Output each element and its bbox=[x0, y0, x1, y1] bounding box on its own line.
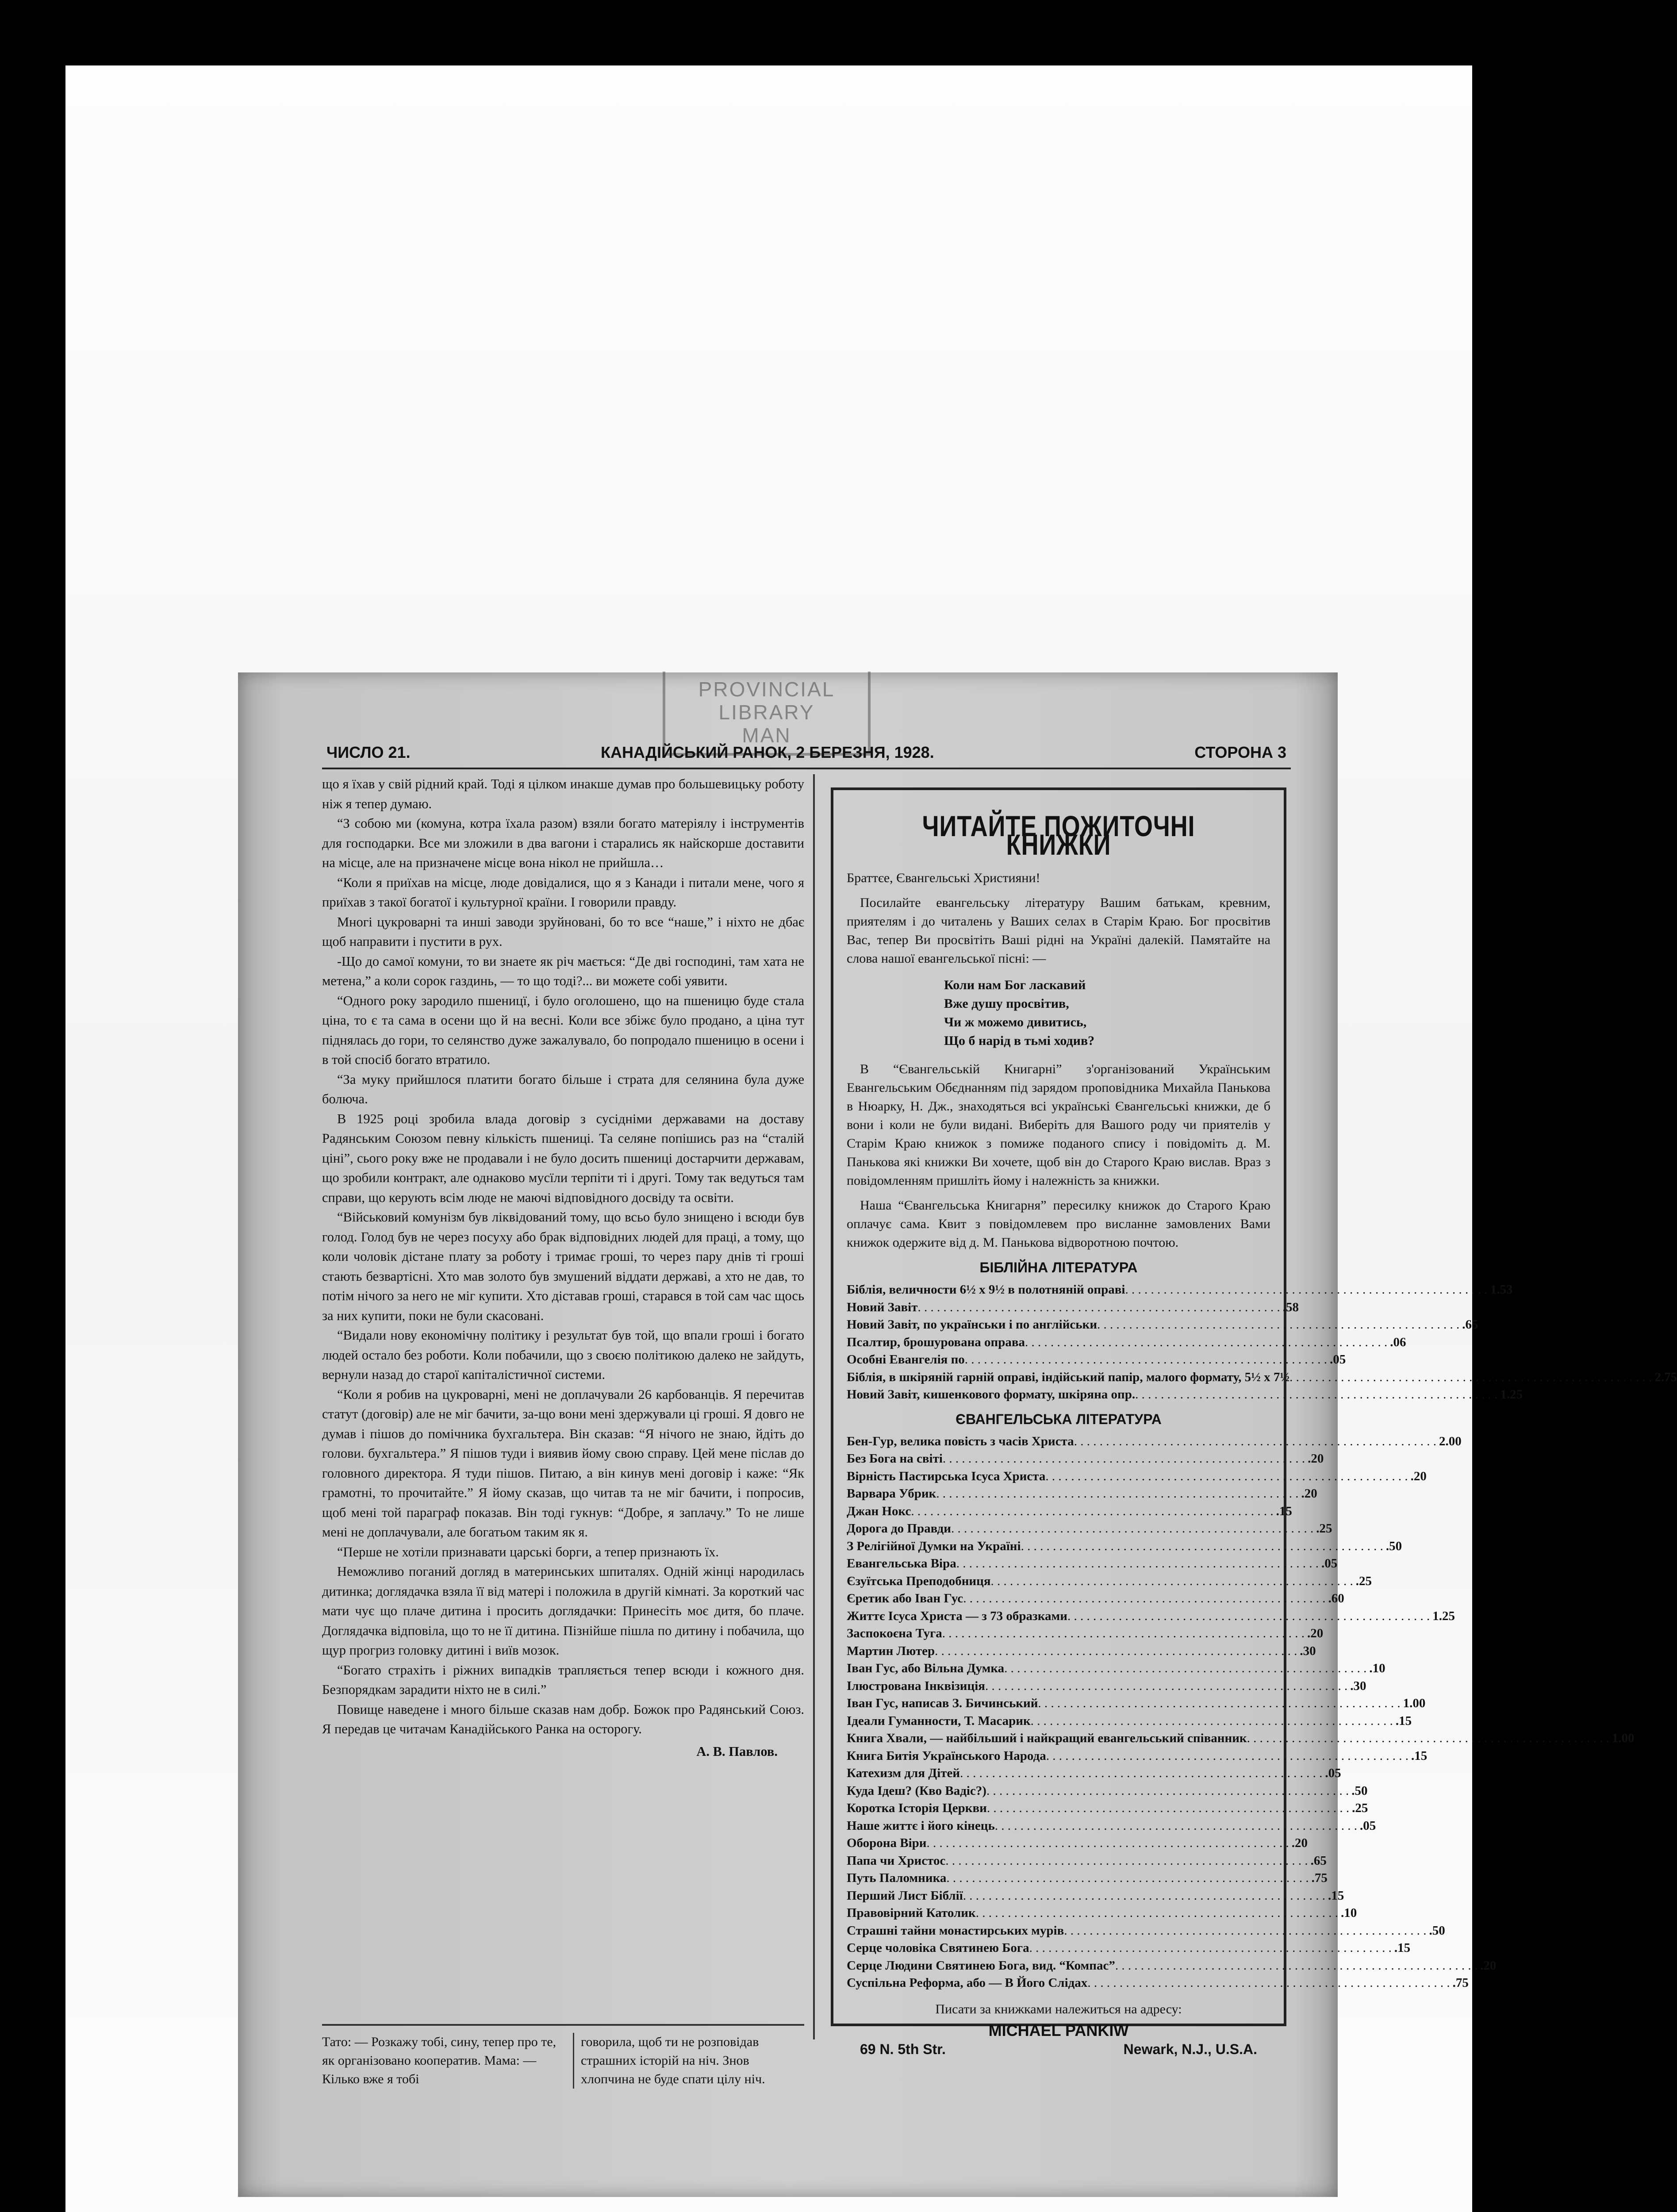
book-list-item bbox=[847, 1782, 1368, 1800]
book-list-item bbox=[847, 1765, 1341, 1782]
book-list-item bbox=[847, 1957, 1497, 1975]
book-title: Життє Ісуса Христа — з 73 образками bbox=[847, 1609, 1067, 1623]
leader-dots bbox=[956, 1555, 1319, 1573]
book-price: .58 bbox=[1282, 1300, 1299, 1314]
book-price: .30 bbox=[1350, 1678, 1366, 1693]
masthead-date: КАНАДІЙСЬКИЙ РАНОК, 2 БЕРЕЗНЯ, 1928. bbox=[601, 743, 934, 761]
book-list-item bbox=[847, 1538, 1402, 1555]
article-column bbox=[322, 774, 804, 2008]
book-title: Перший Лист Біблії bbox=[847, 1888, 963, 1903]
book-price: 1.00 bbox=[1612, 1731, 1635, 1745]
book-title: Біблія, величности 6½ x 9½ в полотняній оправі bbox=[847, 1283, 1125, 1297]
book-title: Путь Паломника bbox=[847, 1871, 947, 1885]
book-title: Книга Битія Українського Народа bbox=[847, 1748, 1046, 1763]
article-paragraph: -Що до самої комуни, то ви знаете як річ мається: “Де дві господині, там хата не метена,” а коли сорок газдинь, — то що тоді?... ви можете собі уявити. bbox=[322, 953, 804, 988]
book-title: Ілюстрована Інквізиція bbox=[847, 1678, 985, 1693]
leader-dots bbox=[1247, 1730, 1609, 1747]
book-list-item bbox=[847, 1334, 1406, 1352]
book-title: Особні Евангелія по bbox=[847, 1352, 965, 1367]
book-title: Новий Завіт, кишенкового формату, шкіряна опр. bbox=[847, 1387, 1136, 1402]
book-price: .50 bbox=[1385, 1539, 1402, 1553]
leader-dots bbox=[927, 1835, 1289, 1852]
address-city: Newark, N.J., U.S.A. bbox=[1123, 2041, 1257, 2057]
book-title: Серце чоловіка Святинею Бога bbox=[847, 1941, 1029, 1955]
book-title: Заспокоєна Туга bbox=[847, 1626, 942, 1640]
book-title: Страшні тайни монастирських мурів bbox=[847, 1923, 1064, 1938]
article-paragraph: що я їхав у свій рідний край. Тоді я цілком инакше думав про большевицьку роботу ніж я тепер думаю. bbox=[322, 776, 804, 811]
book-price: .65 bbox=[1462, 1317, 1478, 1332]
leader-dots bbox=[946, 1870, 1309, 1887]
book-list-item bbox=[847, 1852, 1327, 1870]
leader-dots bbox=[945, 1852, 1308, 1870]
leader-dots bbox=[963, 1887, 1325, 1905]
book-price: .50 bbox=[1351, 1783, 1368, 1798]
book-title: Новий Завіт, по українськи і по англійськи bbox=[847, 1317, 1098, 1332]
book-price: .20 bbox=[1308, 1452, 1324, 1466]
book-list-item bbox=[847, 1800, 1368, 1817]
address-line bbox=[847, 2040, 1270, 2058]
book-title: Коротка Історія Церкви bbox=[847, 1801, 987, 1815]
book-price: 1.25 bbox=[1500, 1387, 1523, 1402]
book-title: Варвара Убрик bbox=[847, 1486, 936, 1501]
book-title: Суспільна Реформа, або — В Його Слідах bbox=[847, 1976, 1088, 1990]
article-paragraph: Многі цукроварні та инші заводи зруйновані, бо то все “наше,” і ніхто не дбає щоб направити і пустити в рух. bbox=[322, 914, 804, 949]
book-price: .05 bbox=[1360, 1818, 1376, 1833]
book-title: Єретик або Іван Гус bbox=[847, 1591, 963, 1605]
leader-dots bbox=[1025, 1334, 1387, 1352]
book-price: .10 bbox=[1369, 1661, 1385, 1675]
leader-dots bbox=[917, 1299, 1280, 1317]
book-price: .75 bbox=[1311, 1871, 1328, 1885]
leader-dots bbox=[1046, 1747, 1408, 1765]
book-list-item bbox=[847, 1299, 1299, 1317]
book-list-item bbox=[847, 1450, 1324, 1468]
joke-right: говорила, щоб ти не розповідав страшних історій на ніч. Знов хлопчина не буде спати цілу ніч. bbox=[581, 2035, 765, 2086]
article-paragraph: “Військовий комунізм був ліквідований тому, що всьо було знищено і всюди був голод. Голод був не через посуху або брак відповідних людей для праці, а тому, що коли чоловік дістане плату за роботу і тримає гроші, то через пару днів ті гроші стають безвартісні. Хто мав золото був змушений віддати державі, а хто не дав, то потім нічого за него не міг купити. Хто діставав гроші, старався в той сам час щось за них купити, поки не були скасовані. bbox=[322, 1210, 804, 1323]
article-paragraph: В 1925 році зробила влада договір з сусідніми державами на доставу Радянським Союзом певну кількість пшениці. Та селяне попішись раз на “сталій ціні”, сього року вже не продавали і не було досить пшениці достарчити державам, що зробили контракт, але однаково мусїли терпіти ті і другі. Тому так ведуться там справи, що керують всім люде не маючі відповідного досвіду та освіти. bbox=[322, 1111, 804, 1205]
leader-dots bbox=[976, 1905, 1338, 1922]
stamp-line: MAN bbox=[742, 724, 791, 747]
book-price: .15 bbox=[1411, 1748, 1428, 1763]
leader-dots bbox=[1087, 1974, 1450, 1992]
book-title: Евангельська Віра bbox=[847, 1556, 956, 1571]
book-list-item bbox=[847, 1503, 1292, 1521]
book-title: З Релігійної Думки на Україні bbox=[847, 1539, 1021, 1553]
book-list-item bbox=[847, 1433, 1462, 1451]
leader-dots bbox=[985, 1678, 1347, 1695]
book-list-item bbox=[847, 1922, 1445, 1940]
address-street: 69 N. 5th Str. bbox=[860, 2041, 946, 2057]
book-title: Катехизм для Дітей bbox=[847, 1766, 960, 1780]
article-paragraph: “Коли я робив на цукроварні, мені не доплачували 26 карбованців. Я перечитав статут (договір) але не міг бачити, за-що вони мені здержували ці гроші. Я довго не думав і пішов до помічника бухгальтера. Він сказав: “Я нічого не знаю, йдіть до голови. бухгальтера.” Я пішов туди і виявив йому свою справу. Цей мене післав до головного директора. Я туди пішов. Питаю, а він кинув мені договір і каже: “Як грамотні, то прочитайте.” Я йому сказав, що читав та не міг бачити, і попросив, щоб мені той параграф показав. Він тоді гукнув: “Добре, я заплачу.” То не лише мені не доплачували, але богатьом таким як я. bbox=[322, 1386, 804, 1540]
book-title: Біблія, в шкіряній гарній оправі, індійський папір, малого формату, 5½ x 7½ bbox=[847, 1370, 1290, 1384]
poem-line: Чи ж можемо дивитись, bbox=[944, 1015, 1087, 1029]
book-price: .10 bbox=[1340, 1906, 1357, 1920]
ad-paragraph: В “Євангельській Книгарні” з'організований Українським Евангельським Обєднанням під зарядом проповідника Михайла Панькова в Нюарку, Н. Дж., знаходяться всі українські Євангельські книжки, де б вони і коли не були видані. Виберіть для Вашого роду чи приятелів у Старім Краю книжок з помиже поданого спису і повідоміть д. М. Панькова які книжки Ви хочете, щоб він до Старого Краю вислав. Враз з повідомленням пришліть йому і належність за книжки. bbox=[847, 1062, 1270, 1188]
leader-dots bbox=[1135, 1386, 1497, 1404]
book-title: Оборона Віри bbox=[847, 1836, 927, 1850]
poem-line: Коли нам Бог ласкавий bbox=[944, 978, 1086, 992]
book-list-item bbox=[847, 1695, 1426, 1713]
book-title: Бен-Гур, велика повість з часів Христа bbox=[847, 1434, 1074, 1448]
book-list-item bbox=[847, 1939, 1411, 1957]
leader-dots bbox=[986, 1782, 1349, 1800]
book-price: .20 bbox=[1301, 1486, 1317, 1501]
book-list-item bbox=[847, 1974, 1469, 1992]
book-list-item bbox=[847, 1643, 1316, 1660]
article-paragraph: Неможливо поганий догляд в материнських шпиталях. Одній жінці народилась дитинка; доглядачка взяла її від матері і положила в другій кімнаті. За короткий час мати чує що плаче дитина і просить доглядачки: Принесіть моє дитя, бо плаче. Доглядачка відповіла, що то не її дитина. Пізнійше пішла по дитину і побачила, що щур прогриз головку дитині і виїв мозок. bbox=[322, 1564, 804, 1658]
evangelical-book-list bbox=[847, 1433, 1635, 1992]
article-paragraph: “Коли я приїхав на місце, люде довідалися, що я з Канади і питали мене, чого я приїхав з такої богатої і культурної країни. І говорили правду. bbox=[322, 875, 804, 910]
leader-dots bbox=[1038, 1695, 1400, 1713]
leader-dots bbox=[1004, 1660, 1366, 1678]
book-title: Псалтир, брошурована оправа bbox=[847, 1335, 1025, 1349]
book-title: Іван Гус, або Вільна Думка bbox=[847, 1661, 1005, 1675]
book-price: .20 bbox=[1480, 1958, 1497, 1973]
book-price: 2.00 bbox=[1439, 1434, 1462, 1448]
leader-dots bbox=[987, 1800, 1349, 1817]
book-list-item bbox=[847, 1870, 1328, 1887]
book-list-item bbox=[847, 1713, 1412, 1730]
newspaper-page bbox=[238, 672, 1677, 2197]
ad-greeting: Браттєе, Євангельські Християни! bbox=[847, 871, 1040, 885]
book-price: .50 bbox=[1429, 1923, 1445, 1938]
book-price: .20 bbox=[1307, 1626, 1324, 1640]
book-list-item bbox=[847, 1555, 1338, 1573]
ad-intro: Посилайте евангельську літературу Вашим батькам, кревним, приятелям і до читалень у Ваших селах в Старім Краю. Бог просвітив Вас, тепер Ви просвітіть Ваші рідні на Україні далекій. Памятайте на слова нашої евангельської пісні: — bbox=[847, 895, 1270, 966]
book-title: Іван Гус, написав З. Бичинський bbox=[847, 1696, 1038, 1710]
book-price: .30 bbox=[1300, 1644, 1316, 1658]
leader-dots bbox=[936, 1485, 1298, 1503]
article-paragraph: “Одного року зародило пшеницї, і було оголошено, що на пшеницю буде стала ціна, то є та сама в осени що й на весні. Коли все збіжє було продано, а ціна тут піднялась до гори, то селянство дуже зажалувало, бо попродало пшеницю в осени і в той спосіб богато втратило. bbox=[322, 993, 804, 1067]
leader-dots bbox=[960, 1765, 1322, 1782]
page-number: СТОРОНА 3 bbox=[1194, 743, 1286, 761]
book-list-item bbox=[847, 1590, 1344, 1608]
book-list-item bbox=[847, 1730, 1635, 1747]
book-list-item bbox=[847, 1817, 1376, 1835]
book-list-item bbox=[847, 1835, 1308, 1852]
book-title: Єзуїтська Преподобниця bbox=[847, 1574, 991, 1588]
header-rule bbox=[322, 768, 1291, 769]
book-title: Без Бога на світі bbox=[847, 1452, 943, 1466]
leader-dots bbox=[1067, 1608, 1430, 1625]
leader-dots bbox=[1074, 1433, 1436, 1451]
poem-line: Що б нарід в тьмі ходив? bbox=[944, 1033, 1095, 1048]
joke-left: Тато: — Розкажу тобі, сину, тепер про те, як організовано кооператив. Мама: — Кілько вже я тобі bbox=[322, 2033, 574, 2089]
joke-box bbox=[322, 2024, 804, 2128]
book-list-item bbox=[847, 1678, 1366, 1695]
book-list-item bbox=[847, 1573, 1372, 1590]
leader-dots bbox=[1031, 1713, 1393, 1730]
book-price: .15 bbox=[1395, 1713, 1412, 1728]
section-heading: ЄВАНГЕЛЬСЬКА ЛІТЕРАТУРА bbox=[956, 1411, 1162, 1427]
book-list-item bbox=[847, 1281, 1513, 1299]
book-title: Джан Нокс bbox=[847, 1504, 911, 1518]
book-title: Вірність Пастирська Ісуса Христа bbox=[847, 1469, 1046, 1483]
book-list-item bbox=[847, 1351, 1346, 1369]
stamp-line: PROVINCIAL bbox=[698, 678, 835, 701]
column-divider bbox=[813, 774, 815, 2039]
book-price: .20 bbox=[1410, 1469, 1427, 1483]
book-title: Правовірний Католик bbox=[847, 1906, 976, 1920]
book-list-item bbox=[847, 1625, 1324, 1643]
section-heading: БІБЛІЙНА ЛІТЕРАТУРА bbox=[979, 1260, 1138, 1275]
leader-dots bbox=[991, 1573, 1353, 1590]
stamp-line: LIBRARY bbox=[718, 701, 815, 724]
book-title: Серце Людини Святинею Бога, вид. “Компас” bbox=[847, 1958, 1115, 1973]
book-price: .15 bbox=[1276, 1504, 1292, 1518]
leader-dots bbox=[1125, 1281, 1487, 1299]
book-title: Наше життє і його кінець bbox=[847, 1818, 995, 1833]
book-price: .65 bbox=[1310, 1853, 1327, 1868]
book-title: Мартин Лютер bbox=[847, 1644, 935, 1658]
book-price: .05 bbox=[1330, 1352, 1346, 1367]
article-signature: А. В. Павлов. bbox=[696, 1743, 778, 1759]
book-title: Ідеали Гуманности, Т. Масарик bbox=[847, 1713, 1031, 1728]
article-paragraph: “Видали нову економічну політику і результат був той, що впали гроші і богато людей остало без роботи. Коли побачили, що з своєю політикою далеко не зайдуть, вернули назад до старої капіталістичної системи. bbox=[322, 1328, 804, 1382]
article-paragraph: “Перше не хотіли признавати царські борги, а тепер признають їх. bbox=[337, 1544, 719, 1559]
book-price: .15 bbox=[1328, 1888, 1344, 1903]
book-list-item bbox=[847, 1905, 1357, 1922]
book-list-item bbox=[847, 1887, 1344, 1905]
leader-dots bbox=[951, 1520, 1313, 1538]
book-list-item bbox=[847, 1369, 1677, 1386]
book-price: .15 bbox=[1394, 1941, 1411, 1955]
leader-dots bbox=[911, 1503, 1273, 1521]
book-list-item bbox=[847, 1747, 1428, 1765]
book-price: .60 bbox=[1328, 1591, 1344, 1605]
leader-dots bbox=[935, 1643, 1297, 1660]
leader-dots bbox=[1045, 1468, 1408, 1486]
leader-dots bbox=[965, 1351, 1327, 1369]
ad-poem bbox=[944, 976, 1270, 1050]
book-title: Куда Ідеш? (Кво Вадіс?) bbox=[847, 1783, 986, 1798]
leader-dots bbox=[1289, 1369, 1652, 1386]
book-price: .25 bbox=[1352, 1801, 1368, 1815]
book-list-item bbox=[847, 1468, 1427, 1486]
issue-number: ЧИСЛО 21. bbox=[326, 743, 411, 761]
bible-book-list bbox=[847, 1281, 1677, 1404]
book-title: Новий Завіт bbox=[847, 1300, 918, 1314]
book-price: .25 bbox=[1316, 1521, 1332, 1536]
poem-line: Вже душу просвітив, bbox=[944, 996, 1069, 1011]
book-price: 1.00 bbox=[1403, 1696, 1426, 1710]
book-price: 1.53 bbox=[1490, 1283, 1513, 1297]
book-price: .75 bbox=[1452, 1976, 1469, 1990]
book-price: 2.75 bbox=[1654, 1370, 1677, 1384]
book-price: .05 bbox=[1321, 1556, 1338, 1571]
address-name: MICHAEL PANKIW bbox=[988, 2021, 1129, 2039]
book-price: .25 bbox=[1355, 1574, 1372, 1588]
leader-dots bbox=[1097, 1316, 1459, 1334]
leader-dots bbox=[1029, 1939, 1392, 1957]
book-advertisement bbox=[831, 787, 1677, 2057]
book-title: Папа чи Христос bbox=[847, 1853, 946, 1868]
address-note: Писати за книжками належиться на адресу: bbox=[935, 2001, 1182, 2016]
book-list-item bbox=[847, 1485, 1317, 1503]
leader-dots bbox=[963, 1590, 1325, 1608]
leader-dots bbox=[1115, 1957, 1477, 1975]
book-price: .05 bbox=[1325, 1766, 1341, 1780]
book-price: .20 bbox=[1291, 1836, 1308, 1850]
article-paragraph: “Богато страхіть і ріжних випадків трапляється тепер всюди і кожного дня. Безпорядкам зарадити ніхто не в силі.” bbox=[322, 1662, 804, 1697]
leader-dots bbox=[995, 1817, 1357, 1835]
ad-title: ЧИТАЙТЕ ПОЖИТОЧНІ КНИЖКИ bbox=[922, 810, 1195, 861]
page-header bbox=[326, 743, 1286, 770]
leader-dots bbox=[1021, 1538, 1383, 1555]
leader-dots bbox=[942, 1625, 1305, 1643]
book-price: 1.25 bbox=[1432, 1609, 1455, 1623]
book-list-item bbox=[847, 1386, 1523, 1404]
book-price: .06 bbox=[1390, 1335, 1406, 1349]
book-list-item bbox=[847, 1316, 1478, 1334]
article-paragraph: “З собою ми (комуна, котра їхала разом) взяли богато матеріялу і інструментів для господарки. Все ми зложили в два вагони і старались як найскорше доставити на місце, але на призначене місце вона нікол не прийшла… bbox=[322, 816, 804, 870]
book-list-item bbox=[847, 1608, 1455, 1625]
article-paragraph: “За муку прийшлося платити богато більше і страта для селянина була дуже болюча. bbox=[322, 1071, 804, 1106]
book-title: Дорога до Правди bbox=[847, 1521, 951, 1536]
book-list-item bbox=[847, 1520, 1332, 1538]
leader-dots bbox=[943, 1450, 1305, 1468]
article-paragraph: Повище наведене і много більше сказав нам добр. Божок про Радянський Союз. Я передав це читачам Канадійського Ранка на осторогу. bbox=[322, 1701, 804, 1736]
ad-paragraph: Наша “Євангельська Книгарня” пересилку книжок до Старого Краю оплачує сама. Квит з повідомлевем про висланне замовлених Вами книжок одержите від д. М. Панькова відворотною почтою. bbox=[847, 1198, 1270, 1250]
book-title: Книга Хвали, — найбільший і найкращий евангельський співанник bbox=[847, 1731, 1247, 1745]
book-list-item bbox=[847, 1660, 1385, 1678]
leader-dots bbox=[1064, 1922, 1426, 1940]
